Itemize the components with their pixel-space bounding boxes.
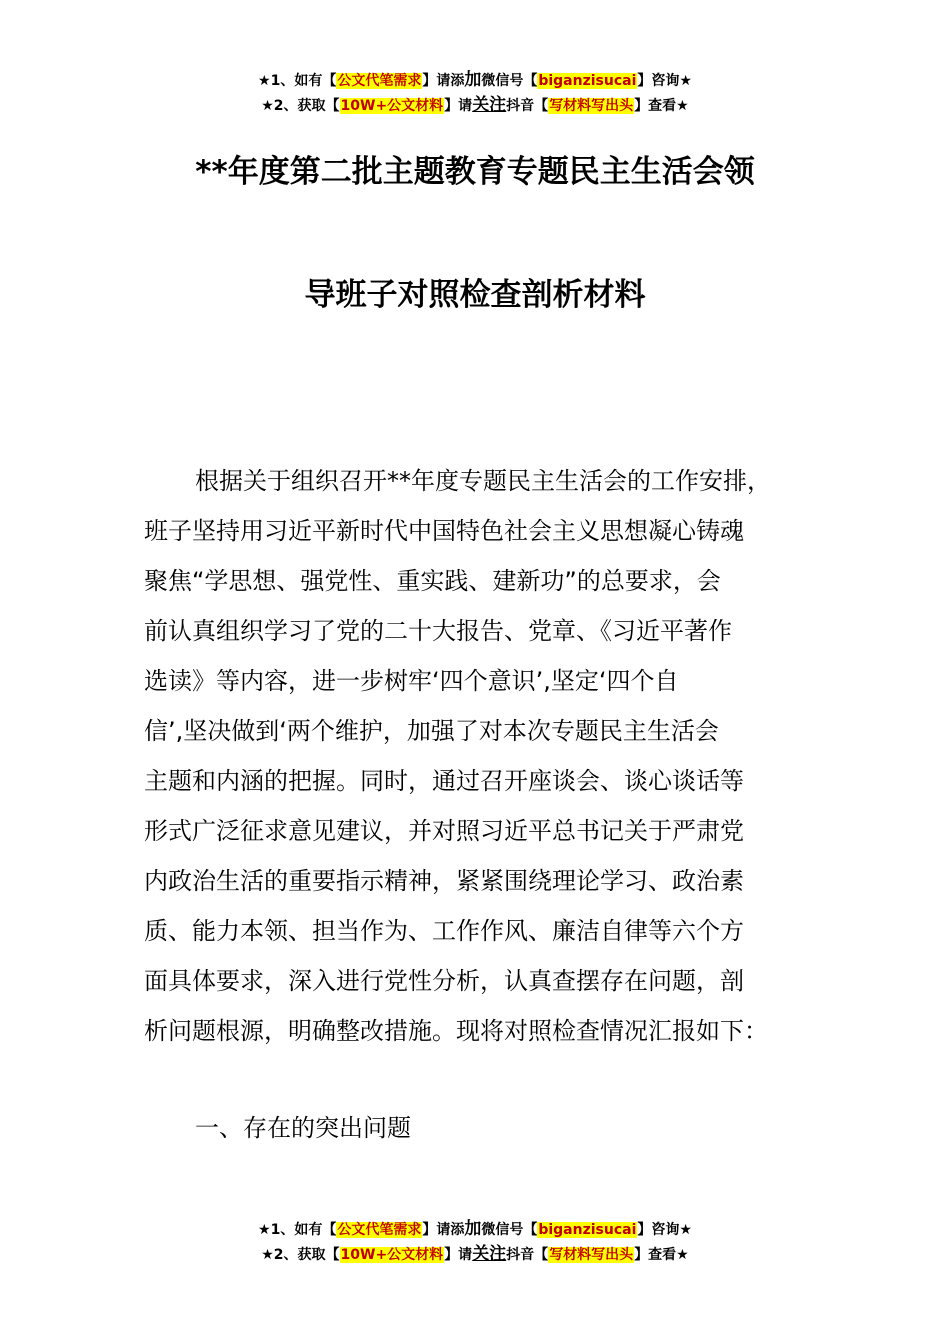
banner-line-2 (0, 93, 950, 118)
paragraph-line: 内政治生活的重要指示精神，紧紧围绕理论学习、政治素 (144, 867, 744, 895)
banner-text: 抖音【 (506, 1247, 549, 1263)
banner-line-1 (0, 68, 950, 93)
banner-highlight: 10W+公文材料 (340, 1247, 444, 1263)
document-title-line-1: **年度第二批主题教育专题民主生活会领 (195, 154, 755, 190)
banner-text: 】查看★ (634, 98, 689, 114)
banner-text: 】请 (444, 98, 473, 114)
banner-highlight: 写材料写出头 (549, 98, 634, 114)
banner-highlight: 写材料写出头 (549, 1247, 634, 1263)
paragraph-line: 前认真组织学习了党的二十大报告、党章、《习近平著作 (144, 617, 732, 645)
banner-text: 】查看★ (634, 1247, 689, 1263)
top-banner (0, 68, 950, 118)
banner-line-1 (0, 1217, 950, 1242)
document-title-line-2: 导班子对照检查剖析材料 (304, 277, 646, 313)
banner-text: ★2、获取【 (261, 1247, 340, 1263)
banner-text: 】咨询★ (637, 73, 692, 89)
paragraph-line: 信’,坚决做到‘两个维护，加强了对本次专题民主生活会 (144, 717, 719, 745)
banner-text: 抖音【 (506, 98, 549, 114)
paragraph-line: 主题和内涵的把握。同时，通过召开座谈会、谈心谈话等 (144, 767, 744, 795)
banner-text: 微信号【 (481, 1222, 538, 1238)
paragraph-line: 析问题根源，明确整改措施。现将对照检查情况汇报如下： (144, 1017, 768, 1045)
paragraph-line: 根据关于组织召开**年度专题民主生活会的工作安排， (195, 467, 771, 495)
banner-text: 】请 (444, 1247, 473, 1263)
banner-emphasis: 加 (464, 70, 482, 90)
banner-emphasis: 关注 (472, 95, 507, 115)
banner-highlight: biganzisucai (538, 1222, 637, 1238)
banner-text: ★1、如有【 (258, 1222, 337, 1238)
banner-text: 微信号【 (481, 73, 538, 89)
banner-text: 】请添 (422, 73, 465, 89)
paragraph-line: 班子坚持用习近平新时代中国特色社会主义思想凝心铸魂 (144, 517, 744, 545)
banner-text: ★2、获取【 (261, 98, 340, 114)
banner-highlight: 公文代笔需求 (337, 1222, 422, 1238)
section-heading: 一、存在的突出问题 (195, 1114, 411, 1142)
banner-text: 】咨询★ (637, 1222, 692, 1238)
paragraph-line: 聚焦“学思想、强党性、重实践、建新功”的总要求，会 (144, 567, 721, 595)
banner-text: ★1、如有【 (258, 73, 337, 89)
banner-emphasis: 加 (464, 1219, 482, 1239)
banner-line-2 (0, 1242, 950, 1267)
banner-emphasis: 关注 (472, 1244, 507, 1264)
bottom-banner (0, 1217, 950, 1267)
paragraph-line: 面具体要求，深入进行党性分析，认真查摆存在问题，剖 (144, 967, 744, 995)
banner-text: 】请添 (422, 1222, 465, 1238)
banner-highlight: biganzisucai (538, 73, 637, 89)
paragraph-line: 形式广泛征求意见建议，并对照习近平总书记关于严肃党 (144, 817, 744, 845)
paragraph-line: 选读》等内容，进一步树牢‘四个意识’,坚定‘四个自 (144, 667, 679, 695)
paragraph-line: 质、能力本领、担当作为、工作作风、廉洁自律等六个方 (144, 917, 744, 945)
banner-highlight: 公文代笔需求 (337, 73, 422, 89)
banner-highlight: 10W+公文材料 (340, 98, 444, 114)
